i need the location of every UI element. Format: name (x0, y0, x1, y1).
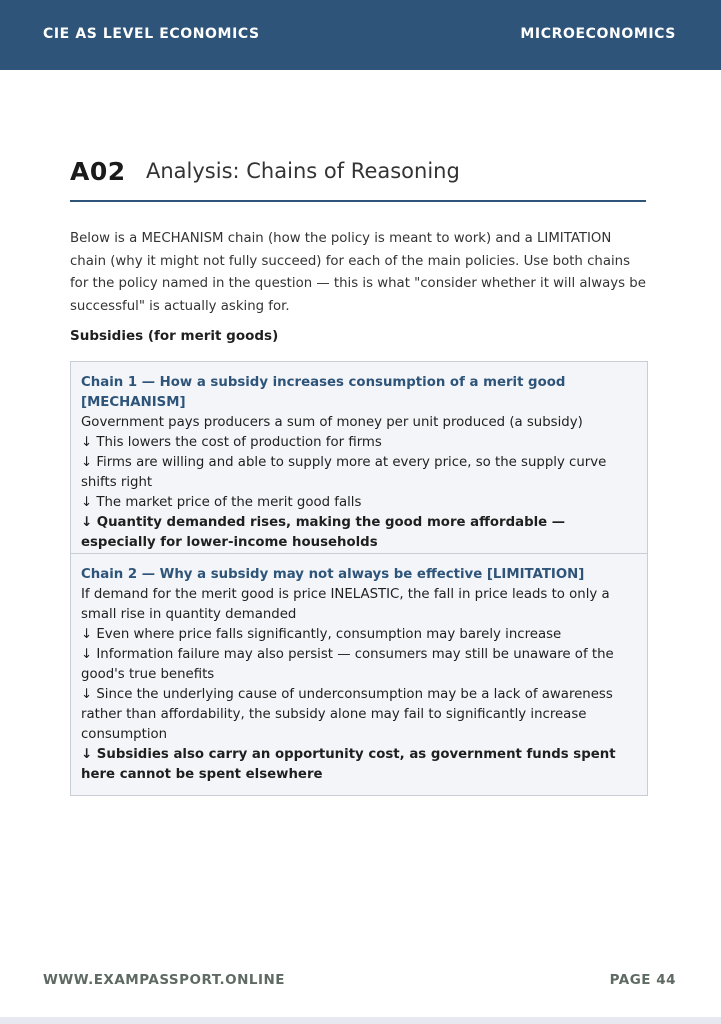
chain-box-limitation (70, 553, 648, 796)
course-title: CIE AS LEVEL ECONOMICS (43, 26, 260, 42)
chain-step: ↓ Information failure may also persist — consumers may still be unaware of the good's true benefits (81, 647, 614, 682)
chain-conclusion: ↓ Subsidies also carry an opportunity cost, as government funds spent here cannot be spent elsewhere (81, 747, 616, 782)
topic-title: MICROECONOMICS (520, 26, 676, 42)
chain-step: ↓ Even where price falls significantly, consumption may barely increase (81, 627, 562, 642)
chain-conclusion: ↓ Quantity demanded rises, making the good more affordable — especially for lower-income households (81, 515, 566, 550)
title-divider (70, 200, 646, 202)
intro-paragraph: Below is a MECHANISM chain (how the policy is meant to work) and a LIMITATION chain (why it might not fully succeed) for each of the main policies. Use both chains for the policy named in the question — this is what "consider whether it will always be successful" is actually asking for. (70, 231, 646, 314)
chain-step: ↓ The market price of the merit good falls (81, 495, 362, 510)
page-title-text: Analysis: Chains of Reasoning (146, 159, 460, 183)
chain-step: Government pays producers a sum of money per unit produced (a subsidy) (81, 415, 583, 430)
chain-box-mechanism (70, 361, 648, 564)
chain-step: If demand for the merit good is price INELASTIC, the fall in price leads to only a small rise in quantity demanded (81, 587, 610, 622)
page-number: PAGE 44 (609, 972, 676, 988)
page-header (0, 0, 721, 70)
footer-website: WWW.EXAMPASSPORT.ONLINE (43, 972, 286, 988)
chain-step: ↓ This lowers the cost of production for firms (81, 435, 382, 450)
section-heading: Subsidies (for merit goods) (70, 328, 279, 344)
chain-title: Chain 1 — How a subsidy increases consumption of a merit good [MECHANISM] (81, 375, 566, 410)
chain-step: ↓ Since the underlying cause of underconsumption may be a lack of awareness rather than affordability, the subsidy alone may fail to significantly increase consumption (81, 687, 613, 742)
page-bottom-edge (0, 1017, 721, 1024)
chain-step: ↓ Firms are willing and able to supply more at every price, so the supply curve shifts right (81, 455, 607, 490)
assessment-objective-code: A02 (70, 157, 126, 186)
chain-title: Chain 2 — Why a subsidy may not always be effective [LIMITATION] (81, 567, 585, 582)
